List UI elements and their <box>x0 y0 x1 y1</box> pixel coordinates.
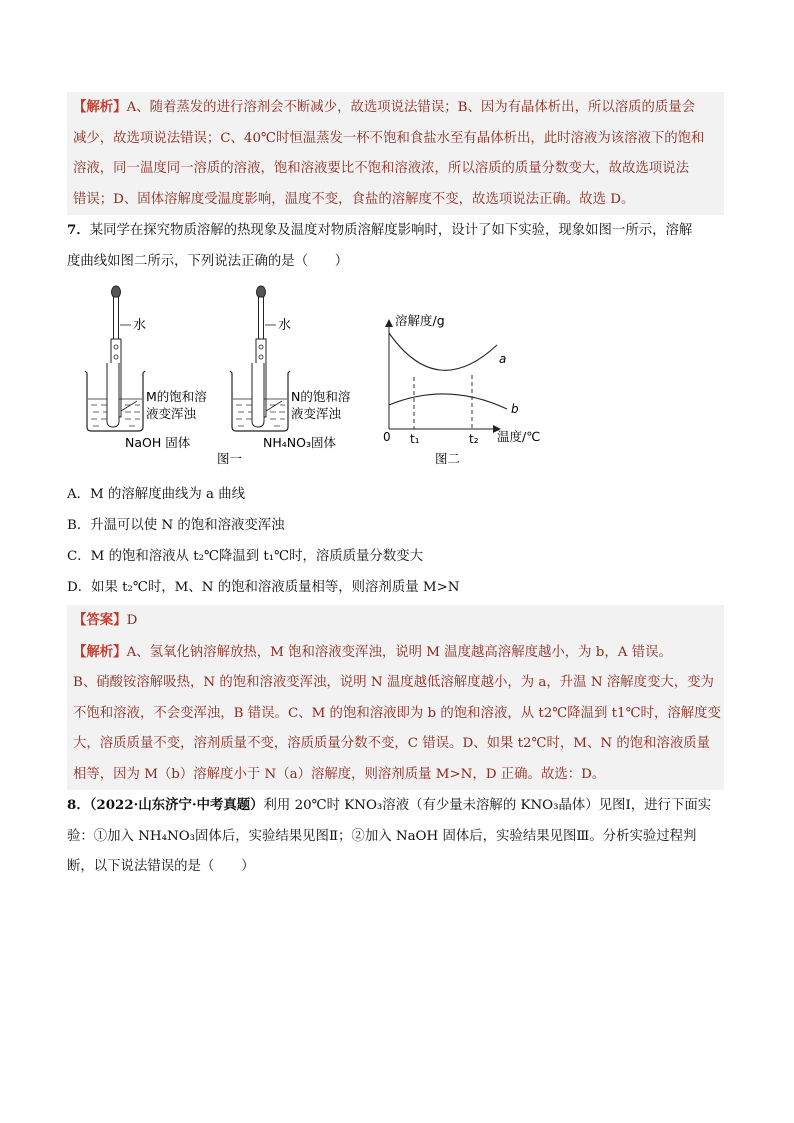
water-label-2: 水 <box>278 318 292 333</box>
question-line: 断，以下说法错误的是（ ） <box>67 859 255 874</box>
y-axis-label: 溶解度/g <box>395 313 445 328</box>
t2-label: t₂ <box>469 432 479 446</box>
figure-1-caption: 图一 <box>217 451 243 466</box>
answer-value: D <box>126 613 138 628</box>
explanation-q6 <box>67 92 724 215</box>
explanation-line: 【解析】A、氢氧化钠溶解放热，M 饱和溶液变浑浊，说明 M 温度越高溶解度越小，为 b，A 错误。 <box>73 643 672 660</box>
water-label-1: 水 <box>133 318 147 333</box>
question-7-options <box>67 479 724 603</box>
question-line: 验：①加入 NH₄NO₃固体后，实验结果见图Ⅱ；②加入 NaOH 固体后，实验结果见图Ⅲ。分析实验过程判 <box>67 828 697 844</box>
curve-b-label: b <box>511 402 519 416</box>
explanation-line: 大，溶质质量不变，溶剂质量不变，溶质质量分数不变，C 错误。D、如果 t2℃时，M、N 的饱和溶液质量 <box>73 736 711 751</box>
explanation-line: 溶液，同一温度同一溶质的溶液，饱和溶液要比不饱和溶液浓，所以溶质的质量分数变大，故故选项说法 <box>73 161 689 176</box>
explanation-line: 减少，故选项说法错误；C、40℃时恒温蒸发一杯不饱和食盐水至有晶体析出，此时溶液为该溶液下的饱和 <box>73 130 705 146</box>
answer-explanation-q7 <box>67 605 724 790</box>
question-number: 8． <box>67 797 90 813</box>
m-solution-label-1: M的饱和溶 <box>146 389 207 404</box>
solubility-graph <box>385 319 507 433</box>
explanation-line: 不饱和溶液，不会变浑浊，B 错误。C、M 的饱和溶液即为 b 的饱和溶液，从 t2℃降温到 t1℃时，溶解度变 <box>73 705 721 721</box>
question-line: 度曲线如图二所示，下列说法正确的是（ ） <box>67 253 349 269</box>
curve-a-label: a <box>499 352 507 366</box>
document-page <box>67 92 724 883</box>
explanation-line: 【解析】A、随着蒸发的进行溶剂会不断减少，故选项说法错误；B、因为有晶体析出，所以溶质的质量会 <box>73 99 696 115</box>
question-7 <box>67 215 724 277</box>
explanation-line: 错误；D、固体溶解度受温度影响，温度不变，食盐的溶解度不变，故选项说法正确。故选 D。 <box>73 191 635 207</box>
question-8 <box>67 790 724 883</box>
n-solution-label-2: 液变浑浊 <box>291 406 342 421</box>
t1-label: t₁ <box>410 432 420 446</box>
curve-b <box>389 394 507 409</box>
option-c: C．M 的饱和溶液从 t₂℃降温到 t₁℃时，溶质质量分数变大 <box>67 549 423 564</box>
figures-svg <box>67 281 567 479</box>
beaker-2-apparatus <box>230 286 290 431</box>
origin-label: 0 <box>383 430 391 444</box>
option-a: A．M 的溶解度曲线为 a 曲线 <box>67 487 246 502</box>
curve-a <box>389 333 497 370</box>
explanation-tag: 【解析】 <box>73 643 127 660</box>
figure-2-caption: 图二 <box>435 451 461 466</box>
naoh-label: NaOH 固体 <box>125 435 191 450</box>
x-axis-label: 温度/℃ <box>497 429 541 444</box>
option-d: D．如果 t₂℃时，M、N 的饱和溶液质量相等，则溶剂质量 M>N <box>67 580 460 595</box>
option-b: B．升温可以使 N 的饱和溶液变浑浊 <box>67 518 285 533</box>
m-solution-label-2: 液变浑浊 <box>146 406 197 421</box>
question-source: （2022·山东济宁·中考真题） <box>89 797 264 813</box>
explanation-line: 相等，因为 M（b）溶解度小于 N（a）溶解度，则溶剂质量 M>N，D 正确。故选：D。 <box>73 766 606 782</box>
explanation-line: B、硝酸铵溶解吸热，N 的饱和溶液变浑浊，说明 N 温度越低溶解度越小，为 a，升温 N 溶解度变大，变为 <box>73 675 714 690</box>
beaker-1-apparatus <box>85 286 145 431</box>
question-line: 8．（2022·山东济宁·中考真题）利用 20℃时 KNO₃溶液（有少量未溶解的 KNO₃晶体）见图Ⅰ，进行下面实 <box>67 797 712 813</box>
nh4no3-label: NH₄NO₃固体 <box>263 435 336 450</box>
question-7-figures <box>67 281 724 479</box>
question-line: 7．某同学在探究物质溶解的热现象及温度对物质溶解度影响时，设计了如下实验，现象如图一所示，溶解 <box>67 222 693 238</box>
question-number: 7． <box>67 222 90 238</box>
answer-line <box>73 605 718 637</box>
n-solution-label-1: N的饱和溶 <box>291 389 351 404</box>
explanation-tag: 【解析】 <box>73 99 127 115</box>
answer-tag: 【答案】 <box>73 612 127 628</box>
